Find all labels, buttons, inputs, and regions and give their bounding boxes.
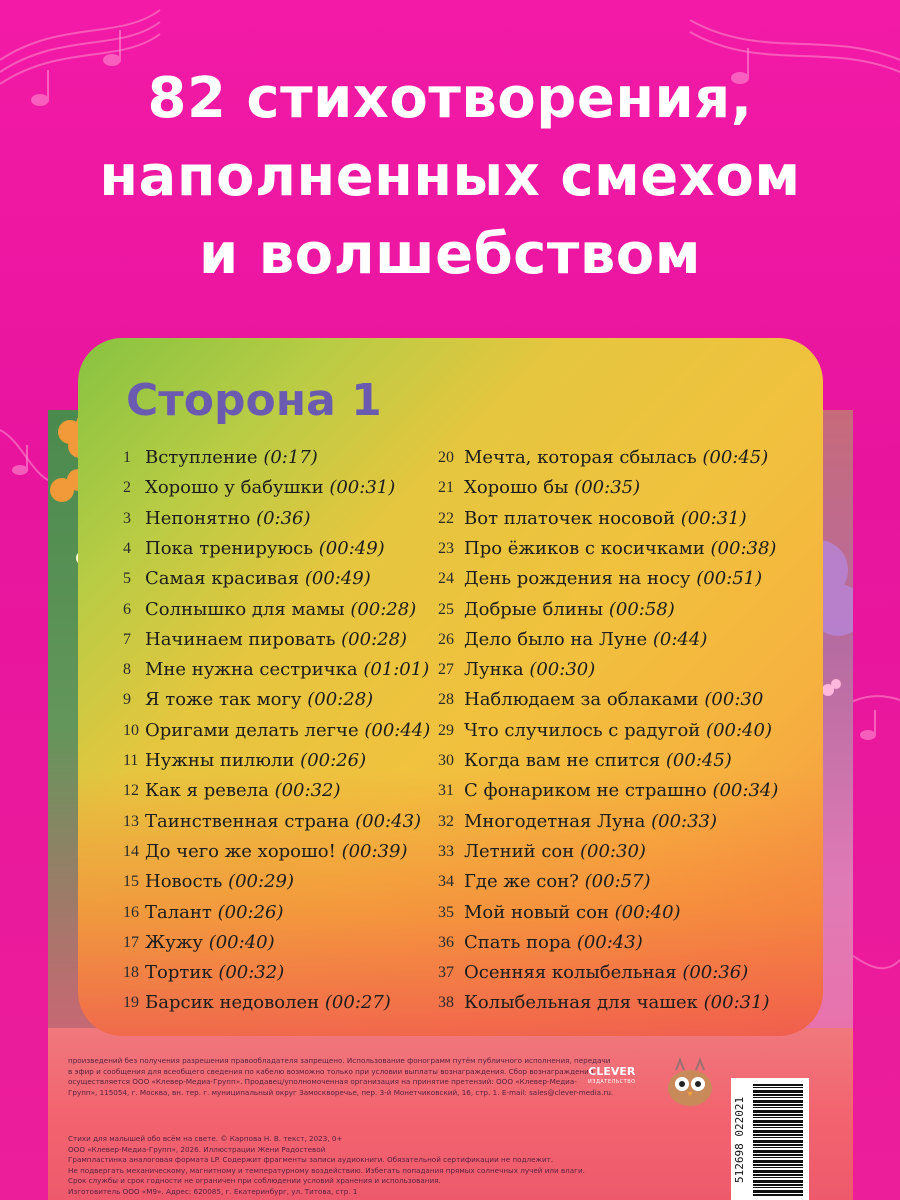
track-number: 5 [123,570,131,588]
track-duration: (00:26) [217,901,284,923]
track-title: Когда вам не спится [464,750,661,771]
track-number: 11 [123,752,139,769]
track-duration: (00:35) [574,477,641,499]
track-title-line [464,807,717,837]
track-number: 30 [438,752,454,769]
track-number: 18 [123,964,139,982]
track-title: Хорошо бы [464,477,569,499]
track-duration: (00:40) [706,719,772,741]
track-number: 22 [438,509,454,527]
track-title: До чего же хорошо! [145,840,336,862]
headline-line-3: и волшебством [198,222,702,287]
track-number: 33 [438,842,454,860]
track-title: Про ёжиков с косичками [464,537,705,559]
track-title: Пока тренируюсь [145,537,314,559]
track-title-line [464,776,778,806]
track-number: 35 [438,903,454,921]
legal-line: Изготовитель ООО «М9». Адрес: 620085, г. Екатеринбург, ул. Титова, стр. 1 [68,1186,358,1196]
legal-line: ООО «Клевер-Медиа-Групп», 2026. Иллюстрации Жени Радостевой [68,1144,326,1154]
track-number: 32 [438,812,454,830]
track-title: Самая красивая [145,568,300,590]
legal-text-bottom [68,1134,658,1197]
track-number: 14 [123,842,139,860]
track-number: 13 [123,812,139,830]
track-title-line [145,837,407,867]
track-duration: (00:49) [304,568,371,590]
track-title: Летний сон [464,840,575,862]
track-title-line [145,685,373,715]
track-title: Наблюдаем за облаками [464,689,699,711]
track-duration: (00:49) [318,537,385,559]
track-number: 23 [438,539,454,557]
track-title: Тортик [145,962,213,984]
track-duration: (00:31) [680,507,747,529]
track-number: 9 [123,691,131,709]
track-number: 36 [438,933,454,951]
track-number: 17 [123,933,139,951]
track-duration: (00:58) [608,598,675,620]
track-duration: (00:28) [341,628,408,650]
track-duration: (00:39) [341,840,408,862]
track-title: Как я ревела [145,780,269,802]
track-duration: (00:32) [274,780,341,802]
track-title: Мне нужна сестричка [145,659,358,681]
track-title: С фонариком не страшно [464,780,707,802]
side-title: Сторона 1 [126,375,382,426]
track-duration: (00:57) [584,871,651,893]
legal-line: осуществляется ООО «Клевер-Медиа-Групп». Продавец/уполномоченная организация на принятие претензий: ООО «Клевер-Медиа- [68,1077,577,1086]
track-number: 37 [438,964,454,982]
track-title: Нужны пилюли [145,750,295,771]
owl-character-icon [660,1052,720,1112]
track-number: 6 [123,600,131,618]
track-title-line [464,443,768,473]
track-title-line [464,595,675,625]
track-title: День рождения на носу [464,568,691,590]
track-duration: (00:30) [529,659,596,681]
track-duration: (00:34) [712,780,779,802]
track-number: 38 [438,994,454,1012]
track-duration: (00:36) [682,962,749,984]
track-title: Лунка [464,659,524,681]
track-title: Мечта, которая сбылась [464,447,697,468]
track-title: Начинаем пировать [145,628,336,650]
legal-line: произведений без получения разрешения правообладателя запрещено. Использование фонограмм путём публичного исполнения, передачи [68,1056,611,1065]
track-title: Новость [145,871,223,893]
track-number: 4 [123,539,131,557]
track-duration: (00:26) [300,750,367,771]
track-duration: (00:32) [218,962,285,984]
track-duration: (0:17) [263,447,318,468]
legal-line: Групп», 115054, г. Москва, вн. тер. г. муниципальный округ Замоскворечье, пер. 3-й Монетчиковский, 16, стр. 1. E-mail: sales@clever-media.ru. [68,1087,614,1097]
track-title-line [145,564,371,594]
track-title-line [464,504,747,534]
track-duration: (00:28) [350,598,417,620]
track-number: 34 [438,873,454,891]
track-title-line [464,988,770,1018]
track-title-line [464,655,595,685]
tracklist-card [78,338,823,1036]
track-title-line [145,625,407,655]
track-title: Барсик недоволен [145,992,320,1014]
track-number: 20 [438,449,454,466]
track-title-line [145,534,385,564]
track-title: Многодетная Луна [464,810,646,832]
track-duration: (0:44) [652,628,708,650]
track-title: Что случилось с радугой [464,719,701,741]
track-title-line [145,988,391,1018]
track-duration: (00:45) [665,750,732,771]
legal-text-top [68,1056,658,1098]
track-title-line [464,685,763,715]
headline [0,60,900,294]
track-duration: (00:43) [576,931,643,953]
track-duration: (00:30 [704,689,764,711]
barcode-digits: 512698 022021 [733,1096,746,1184]
track-title: Колыбельная для чашек [464,992,698,1014]
track-number: 10 [123,721,139,739]
track-title-line [145,776,341,806]
track-duration: (00:28) [307,689,374,711]
track-duration: (00:44) [364,719,431,741]
track-duration: (00:31) [329,477,396,499]
legal-line: Грампластинка аналоговая формата LP. Содержит фрагменты записи аудиокниги. Обязательной сертификации не подлежит. [68,1155,554,1164]
track-title-line [145,807,421,837]
track-duration: (00:31) [703,992,770,1014]
track-number: 12 [123,782,139,800]
track-number: 29 [438,721,454,739]
track-title-line [145,928,275,958]
track-number: 21 [438,479,454,497]
track-title-line [464,898,681,928]
track-title-line [145,443,318,473]
track-duration: (00:33) [651,810,718,832]
track-title-line [464,534,776,564]
publisher-subtitle: ИЗДАТЕЛЬСТВО [588,1079,636,1085]
track-title-line [145,473,395,503]
track-number: 26 [438,630,454,648]
track-title: Дело было на Луне [464,628,648,650]
track-duration: (00:45) [702,447,769,468]
track-title: Непонятно [145,507,251,529]
track-title-line [464,746,732,776]
track-number: 19 [123,994,139,1012]
track-title: Вот платочек носовой [464,507,675,529]
barcode-bars [753,1084,803,1196]
track-number: 1 [123,449,131,466]
track-title: Осенняя колыбельная [464,962,677,984]
track-title-line [464,625,707,655]
track-number: 28 [438,691,454,709]
headline-line-1: 82 стихотворения, [147,66,753,131]
track-title: Добрые блины [464,598,604,620]
track-duration: (00:43) [355,810,422,832]
track-title: Хорошо у бабушки [145,477,324,499]
track-number: 2 [123,479,131,497]
track-title-line [464,928,643,958]
track-duration: (00:51) [696,568,763,590]
track-duration: (00:27) [324,992,391,1014]
track-duration: (00:30) [580,840,646,862]
track-duration: (00:40) [208,931,275,953]
track-duration: (00:29) [228,871,294,893]
legal-line: Стихи для малышей обо всём на свете. © Карпова Н. В. текст, 2023, 0+ [68,1134,343,1143]
track-title-line [145,716,430,746]
track-title: Я тоже так могу [145,689,302,711]
track-title: Талант [145,901,212,923]
track-number: 3 [123,509,131,527]
legal-line: Не подвергать механическому, магнитному и температурному воздействию. Избегать попадания прямых солнечных лучей или влаги. [68,1165,585,1175]
legal-line: в эфир и сообщения для всеобщего сведения по кабелю возможно только при условии выплаты вознаграждения. Сбор вознаграждения [68,1066,594,1076]
track-duration: (00:40) [614,901,681,923]
track-title-line [464,716,772,746]
track-title-line [145,655,429,685]
track-number: 15 [123,873,139,891]
track-title: Вступление [145,447,258,468]
track-title-line [145,898,284,928]
track-number: 8 [123,661,131,679]
track-title-line [145,958,284,988]
track-title-line [145,504,311,534]
track-number: 16 [123,903,139,921]
barcode [731,1078,809,1200]
track-title-line [464,867,651,897]
track-title-line [145,867,294,897]
track-title: Солнышко для мамы [145,598,345,620]
legal-line: Срок службы и срок годности не ограничен при соблюдении условий хранения и использования. [68,1176,441,1185]
track-title-line [464,564,762,594]
track-number: 31 [438,782,454,800]
track-title: Мой новый сон [464,901,609,923]
track-number: 7 [123,630,131,648]
track-title: Оригами делать легче [145,719,359,741]
track-title-line [145,595,416,625]
track-title: Где же сон? [464,871,579,893]
track-title-line [464,473,640,503]
track-title-line [464,837,646,867]
track-duration: (00:38) [710,537,777,559]
track-duration: (01:01) [363,659,430,681]
publisher-logo [588,1066,636,1088]
publisher-name: CLEVER [588,1065,636,1078]
track-title: Жужу [145,931,203,953]
headline-line-2: наполненных смехом [99,144,801,209]
track-title: Таинственная страна [145,810,350,832]
track-duration: (0:36) [256,507,311,529]
track-title-line [464,958,748,988]
track-number: 25 [438,600,454,618]
track-number: 27 [438,661,454,679]
track-title: Спать пора [464,931,572,953]
track-title-line [145,746,366,776]
track-number: 24 [438,570,454,588]
